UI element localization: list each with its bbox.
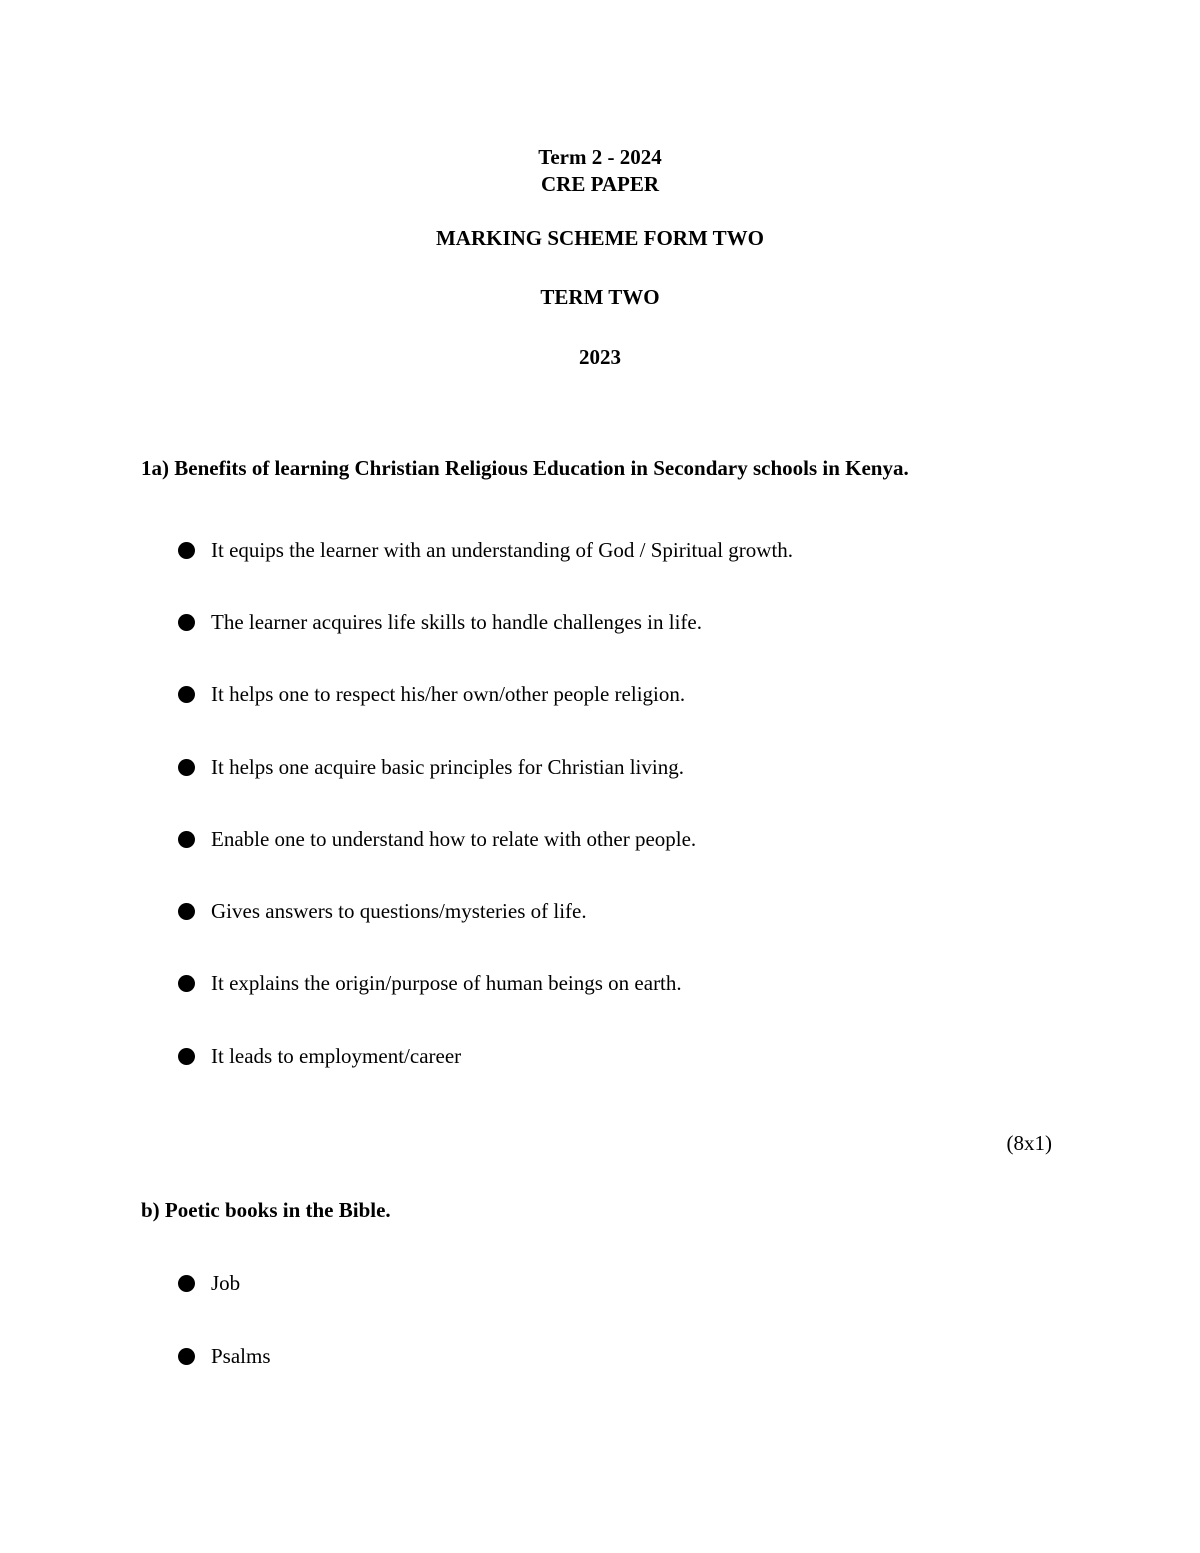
list-item-text: It explains the origin/purpose of human beings on earth. bbox=[211, 971, 682, 995]
list-item bbox=[178, 1270, 240, 1296]
list-item-text: Psalms bbox=[211, 1344, 271, 1368]
header-term-two: TERM TWO bbox=[540, 285, 660, 309]
bullet-icon bbox=[178, 542, 195, 559]
list-item-text: Enable one to understand how to relate with other people. bbox=[211, 827, 697, 851]
list-item bbox=[178, 609, 702, 635]
list-item bbox=[178, 898, 587, 924]
list-item bbox=[178, 537, 793, 563]
question-1a-heading: 1a) Benefits of learning Christian Religious Education in Secondary schools in Kenya. bbox=[141, 456, 909, 480]
bullet-icon bbox=[178, 614, 195, 631]
header-marking-scheme: MARKING SCHEME FORM TWO bbox=[435, 226, 765, 250]
question-1b-heading: b) Poetic books in the Bible. bbox=[141, 1198, 391, 1222]
list-item-text: It helps one acquire basic principles for Christian living. bbox=[211, 755, 684, 779]
bullet-icon bbox=[178, 975, 195, 992]
marks-allocation: (8x1) bbox=[1006, 1131, 1052, 1155]
list-item bbox=[178, 826, 696, 852]
bullet-icon bbox=[178, 903, 195, 920]
bullet-icon bbox=[178, 1275, 195, 1292]
header-year: 2023 bbox=[579, 345, 621, 369]
list-item-text: The learner acquires life skills to handle challenges in life. bbox=[211, 610, 702, 634]
header-term: Term 2 - 2024 bbox=[538, 145, 662, 169]
bullet-icon bbox=[178, 831, 195, 848]
list-item bbox=[178, 681, 685, 707]
list-item bbox=[178, 1343, 271, 1369]
list-item-text: It leads to employment/career bbox=[211, 1044, 462, 1068]
bullet-icon bbox=[178, 1348, 195, 1365]
list-item-text: Gives answers to questions/mysteries of life. bbox=[211, 899, 587, 923]
list-item-text: It helps one to respect his/her own/other people religion. bbox=[211, 682, 686, 706]
list-item-text: Job bbox=[211, 1271, 241, 1295]
list-item-text: It equips the learner with an understanding of God / Spiritual growth. bbox=[211, 538, 794, 562]
list-item bbox=[178, 754, 684, 780]
list-item bbox=[178, 1043, 461, 1069]
list-item bbox=[178, 970, 682, 996]
header-paper: CRE PAPER bbox=[540, 172, 660, 196]
bullet-icon bbox=[178, 1048, 195, 1065]
bullet-icon bbox=[178, 686, 195, 703]
bullet-icon bbox=[178, 759, 195, 776]
